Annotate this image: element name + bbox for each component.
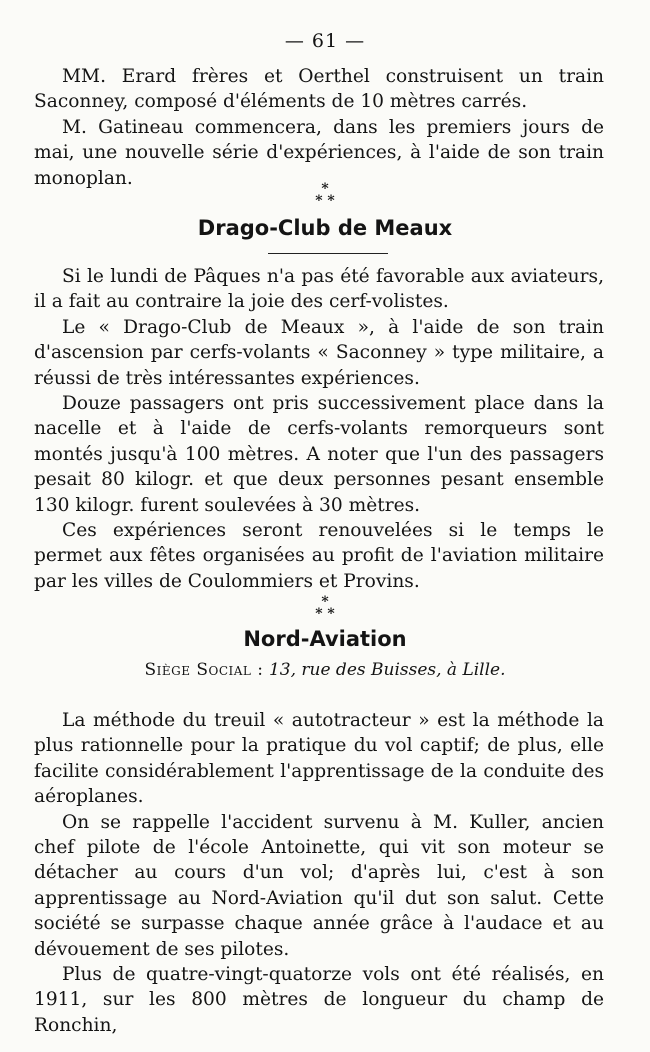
paragraph: M. Gatineau commencera, dans les premiers jours de mai, une nouvelle série d'expériences, à l'aide de son train monoplan. <box>34 116 604 189</box>
intro-text <box>34 64 604 191</box>
paragraph: On se rappelle l'accident survenu à M. Kuller, ancien chef pilote de l'école Antoinette, qui vit son moteur se détacher au cours d'un vol; d'après lui, c'est à son apprentissage au Nord-Aviation qu'il dut son salut. Cette société se surpasse chaque année grâce à l'audace et au dévouement de ses pilotes. <box>34 811 604 960</box>
seat-label: Siège Social : <box>144 660 264 680</box>
page-number: — 61 — <box>284 30 366 52</box>
paragraph: Si le lundi de Pâques n'a pas été favorable aux aviateurs, il a fait au contraire la joie des cerf-volistes. <box>34 266 604 313</box>
seat-address-value: 13, rue des Buisses, à Lille. <box>268 660 506 680</box>
nord-aviation-text <box>34 708 604 1038</box>
drago-club-text <box>34 264 604 594</box>
paragraph: Plus de quatre-vingt-quatorze vols ont été réalisés, en 1911, sur les 800 mètres de longueur du champ de Ronchin, <box>34 964 604 1036</box>
paragraph: Douze passagers ont pris successivement place dans la nacelle et à l'aide de cerfs-volants remorqueurs sont montés jusqu'à 100 mètres. A noter que l'un des passagers pesait 80 kilogr. et que deux personnes pesant ensemble 130 kilogr. furent soulevées à 30 mètres. <box>34 393 604 516</box>
title-underline <box>268 253 388 254</box>
section-title-drago-club: Drago-Club de Meaux <box>197 216 453 240</box>
section-separator: * * * <box>315 594 335 622</box>
paragraph: MM. Erard frères et Oerthel construisent un train Saconney, composé d'éléments de 10 mètres carrés. <box>34 66 604 113</box>
section-title-nord-aviation: Nord-Aviation <box>243 627 407 651</box>
paragraph: La méthode du treuil « autotracteur » est la méthode la plus rationnelle pour la pratique du vol captif; de plus, elle facilite considérablement l'apprentissage de la conduite des aéroplanes. <box>34 710 604 808</box>
paragraph: Le « Drago-Club de Meaux », à l'aide de son train d'ascension par cerfs-volants « Saconney » type militaire, a réussi de très intéressantes expériences. <box>34 316 604 389</box>
paragraph: Ces expériences seront renouvelées si le temps le permet aux fêtes organisées au profit de l'aviation militaire par les villes de Coulommiers et Provins. <box>34 520 604 592</box>
section-separator: * * * <box>315 181 335 209</box>
seat-address <box>0 660 650 680</box>
